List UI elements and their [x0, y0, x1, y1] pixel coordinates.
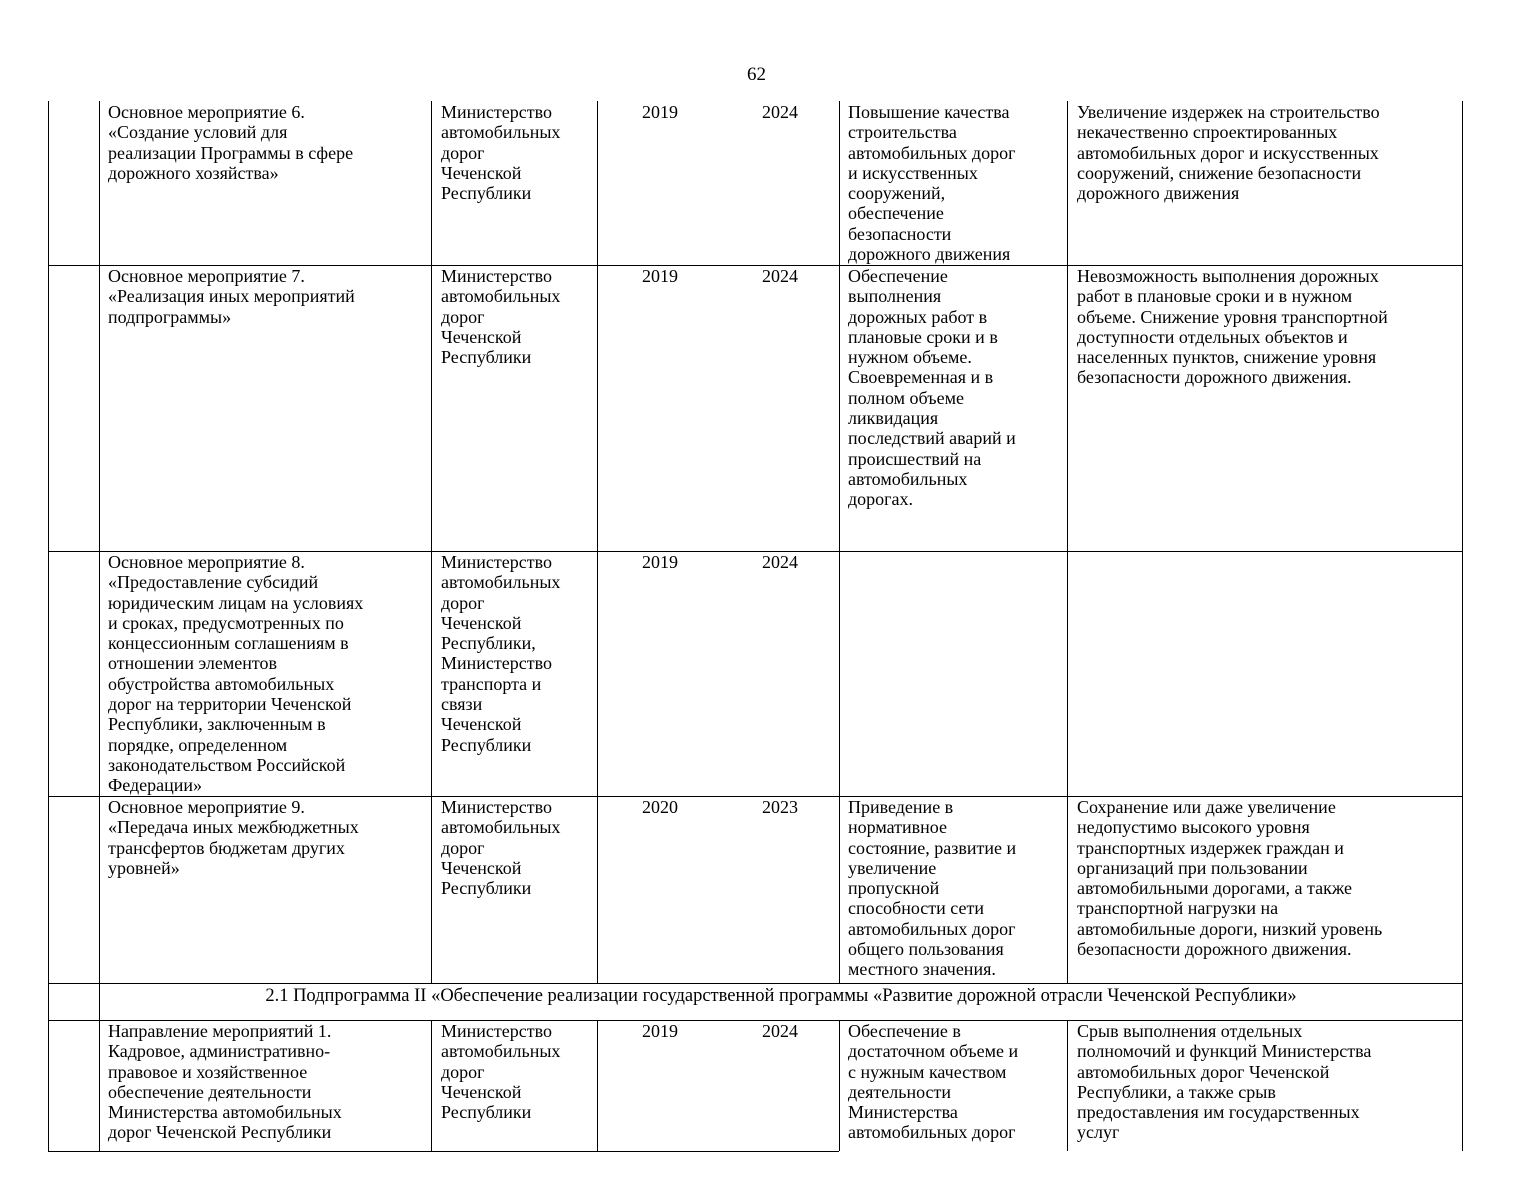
page-number: 62: [747, 64, 766, 85]
column-divider: [431, 101, 432, 983]
row-divider: [48, 983, 1463, 984]
measure-cell: Основное мероприятие 8. «Предоставление субсидий юридическим лицам на условиях и сроках, предусмотренных по концессионным соглашениям в отношении элементов обустройства автомобильных дорог на территории Чеченской Республики, заключенным в порядке, определенном законодательством Российской Федерации»: [108, 552, 364, 796]
expected-result-cell: Повышение качества строительства автомобильных дорог и искусственных сооружений, обеспечение безопасности дорожного движения: [848, 102, 1016, 265]
consequences-cell: Сохранение или даже увеличение недопустимо высокого уровня транспортных издержек граждан и организаций при пользовании автомобильными дорогами, а также транспортной нагрузки на автомобильные дороги, низкий уровень безопасности дорожного движения.: [1077, 797, 1383, 960]
start-year-cell: 2020: [642, 797, 678, 817]
column-divider: [1067, 101, 1068, 983]
start-year-cell: 2019: [642, 266, 678, 286]
start-year-cell: 2019: [642, 1021, 678, 1041]
end-year-cell: 2024: [762, 552, 798, 572]
subprogram-heading: 2.1 Подпрограмма II «Обеспечение реализации государственной программы «Развитие дорожной отрасли Чеченской Республики»: [265, 986, 1297, 1006]
end-year-cell: 2024: [762, 266, 798, 286]
executor-cell: Министерство автомобильных дорог Чеченской Республики, Министерство транспорта и связи Чеченской Республики: [441, 552, 561, 755]
executor-cell: Министерство автомобильных дорог Чеченской Республики: [441, 102, 561, 204]
column-divider: [1067, 1020, 1068, 1151]
measure-cell: Основное мероприятие 7. «Реализация иных мероприятий подпрограммы»: [108, 266, 355, 327]
end-year-cell: 2023: [762, 797, 798, 817]
consequences-cell: Невозможность выполнения дорожных работ в плановые сроки и в нужном объеме. Снижение уровня транспортной доступности отдельных объектов и населенных пунктов, снижение уровня безопасности дорожного движения.: [1077, 266, 1388, 388]
measure-cell: Направление мероприятий 1. Кадровое, административно- правовое и хозяйственное обеспечение деятельности Министерства автомобильных дорог Чеченской Республики: [108, 1021, 342, 1143]
consequences-cell: Срыв выполнения отдельных полномочий и функций Министерства автомобильных дорог Чеченской Республики, а также срыв предоставления им государственных услуг: [1077, 1021, 1372, 1143]
measure-cell: Основное мероприятие 9. «Передача иных межбюджетных трансфертов бюджетам других уровней»: [108, 797, 359, 878]
column-divider: [597, 101, 598, 983]
executor-cell: Министерство автомобильных дорог Чеченской Республики: [441, 1021, 561, 1123]
column-divider: [839, 101, 840, 983]
executor-cell: Министерство автомобильных дорог Чеченской Республики: [441, 266, 561, 368]
expected-result-cell: Приведение в нормативное состояние, развитие и увеличение пропускной способности сети автомобильных дорог общего пользования местного значения.: [848, 797, 1017, 980]
end-year-cell: 2024: [762, 102, 798, 122]
expected-result-cell: Обеспечение в достаточном объеме и с нужным качеством деятельности Министерства автомобильных дорог: [848, 1021, 1019, 1143]
column-divider: [431, 1020, 432, 1151]
end-year-cell: 2024: [762, 1021, 798, 1041]
table-border-right: [1462, 101, 1463, 1151]
column-divider: [597, 1020, 598, 1151]
start-year-cell: 2019: [642, 102, 678, 122]
executor-cell: Министерство автомобильных дорог Чеченской Республики: [441, 797, 561, 899]
measure-cell: Основное мероприятие 6. «Создание условий для реализации Программы в сфере дорожного хозяйства»: [108, 102, 354, 183]
consequences-cell: Увеличение издержек на строительство некачественно спроектированных автомобильных дорог и искусственных сооружений, снижение безопасности дорожного движения: [1077, 102, 1380, 204]
table-border-bottom: [48, 1151, 839, 1152]
expected-result-cell: Обеспечение выполнения дорожных работ в плановые сроки и в нужном объеме. Своевременная и в полном объеме ликвидация последствий аварий и происшествий на автомобильных дорогах.: [848, 266, 1016, 510]
start-year-cell: 2019: [642, 552, 678, 572]
table-border-left: [48, 101, 49, 1151]
